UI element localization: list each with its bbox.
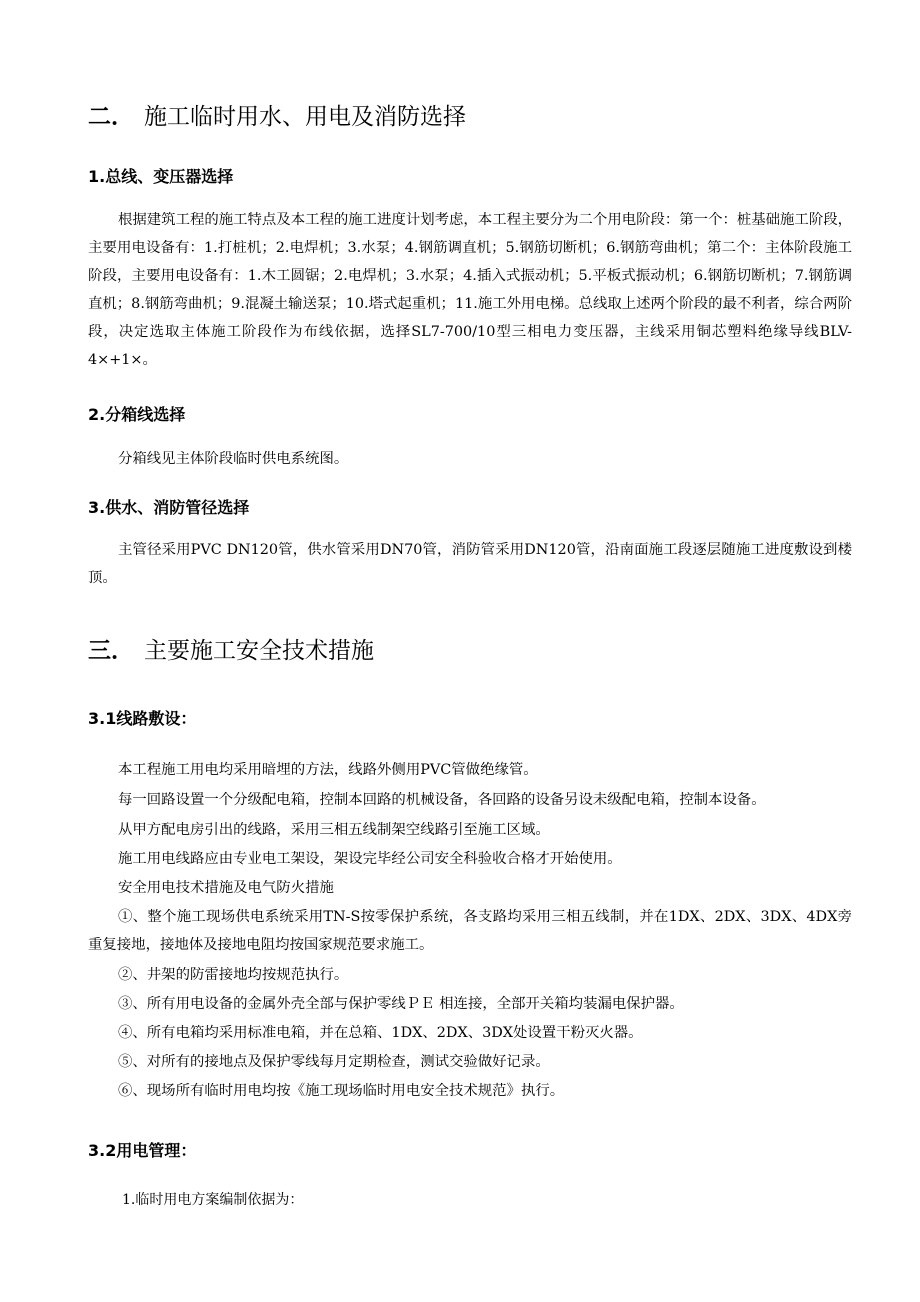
subsection-3-1-heading: 3.1线路敷设： [88,709,197,728]
subsection-1-heading: 1.总线、变压器选择 [88,167,234,186]
safety-item-1: ①、整个施工现场供电系统采用TN-S按零保护系统，各支路均采用三相五线制，并在1DX、2DX、3DX、4DX旁重复接地，接地体及接地电阻均按国家规范要求施工。 [88,909,852,953]
subsection-2-heading: 2.分箱线选择 [88,405,186,424]
safety-item-6: ⑥、现场所有临时用电均按《施工现场临时用电安全技术规范》执行。 [118,1083,565,1099]
section-3-title: 主要施工安全技术措施 [144,638,374,664]
section-2-heading [88,98,466,131]
wiring-line-4: 施工用电线路应由专业电工架设，架设完毕经公司安全科验收合格才开始使用。 [118,851,622,867]
section-2-title: 施工临时用水、用电及消防选择 [144,104,466,130]
subsection-3-2-heading: 3.2用电管理： [88,1141,197,1160]
safety-item-4: ④、所有电箱均采用标准电箱，并在总箱、1DX、2DX、3DX处设置干粉灭火器。 [118,1025,643,1041]
wiring-line-5: 安全用电技术措施及电气防火措施 [118,880,334,896]
section-2-number: 二． [88,104,134,130]
wiring-line-3: 从甲方配电房引出的线路，采用三相五线制架空线路引至施工区域。 [118,822,550,838]
wiring-line-2: 每一回路设置一个分级配电箱，控制本回路的机械设备，各回路的设备另设未级配电箱，控制本设备。 [118,792,766,808]
subsection-3-body: 主管径采用PVC DN120管，供水管采用DN70管，消防管采用DN120管，沿南面施工段逐层随施工进度敷设到楼顶。 [88,542,852,586]
subsection-3-heading: 3.供水、消防管径选择 [88,498,250,517]
safety-item-5: ⑤、对所有的接地点及保护零线每月定期检查，测试交验做好记录。 [118,1054,550,1070]
subsection-1-body: 根据建筑工程的施工特点及本工程的施工进度计划考虑，本工程主要分为二个用电阶段：第一个：桩基础施工阶段，主要用电设备有：1.打桩机；2.电焊机；3.水泵；4.钢筋调直机；5.钢筋切断机；6.钢筋弯曲机；第二个：主体阶段施工阶段，主要用电设备有：1.木工圆锯；2.电焊机；3.水泵；4.插入式振动机；5.平板式振动机；6.钢筋切断机；7.钢筋调直机；8.钢筋弯曲机；9.混凝土输送泵；10.塔式起重机；11.施工外用电梯。总线取上述两个阶段的最不利者，综合两阶段，决定选取主体施工阶段作为布线依据，选择SL7-700/10型三相电力变压器，主线采用铜芯塑料绝缘导线BLV-4×+1×。 [88,212,852,368]
subsection-2-body: 分箱线见主体阶段临时供电系统图。 [118,451,349,467]
power-management-line-1: 1.临时用电方案编制依据为： [122,1192,304,1208]
section-3-number: 三． [88,638,134,664]
section-3-heading [88,632,374,665]
safety-item-3: ③、所有用电设备的金属外壳全部与保护零线ＰＥ 相连接，全部开关箱均装漏电保护器。 [118,996,684,1012]
safety-item-2: ②、井架的防雷接地均按规范执行。 [118,967,349,983]
wiring-line-1: 本工程施工用电均采用暗埋的方法，线路外侧用PVC管做绝缘管。 [118,762,538,778]
